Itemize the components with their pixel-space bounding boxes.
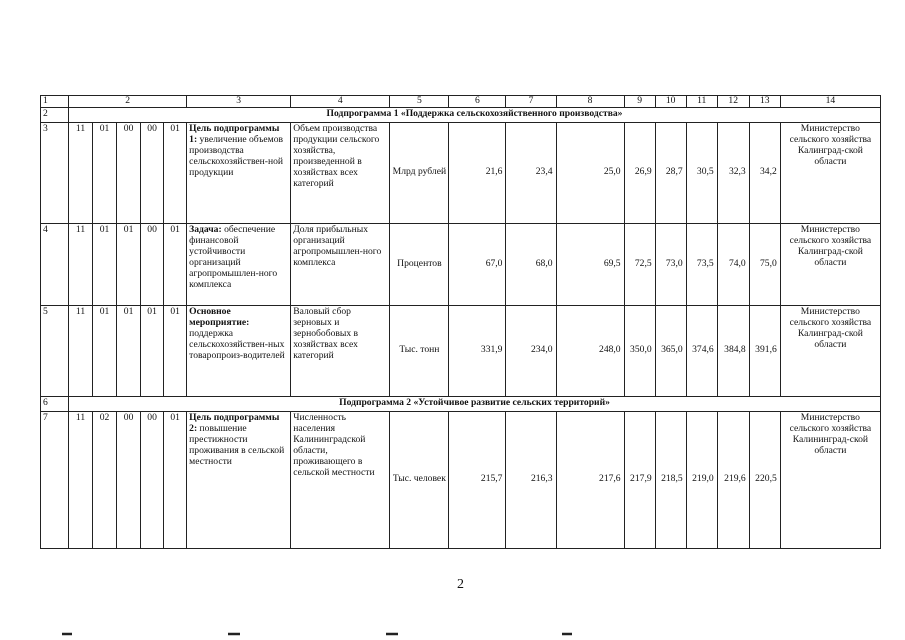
column-header: 3 (187, 96, 291, 108)
goal-cell (187, 122, 291, 223)
indicators-table (40, 95, 881, 549)
indicator-cell: Доля прибыльных организаций агропромышлен-ного комплекса (291, 223, 390, 305)
column-header: 14 (780, 96, 880, 108)
code-cell: 01 (164, 411, 187, 548)
indicator-cell: Численность населения Калининградской области, проживающего в сельской местности (291, 411, 390, 548)
value-cell: 219,0 (686, 411, 717, 548)
column-header: 4 (291, 96, 390, 108)
value-cell: 219,6 (717, 411, 749, 548)
column-header: 13 (749, 96, 780, 108)
goal-cell (187, 411, 291, 548)
column-header: 1 (41, 96, 69, 108)
column-header: 11 (686, 96, 717, 108)
unit-cell: Тыс. человек (390, 411, 449, 548)
goal-text: обеспечение финансовой устойчивости организаций агропромышлен-ного комплекса (189, 223, 278, 290)
table-row (41, 411, 881, 548)
value-cell: 248,0 (556, 305, 624, 396)
value-cell: 216,3 (506, 411, 556, 548)
value-cell: 384,8 (717, 305, 749, 396)
code-cell: 01 (93, 122, 117, 223)
value-cell: 331,9 (449, 305, 506, 396)
goal-title: Цель подпрограммы 2: (189, 411, 280, 434)
value-cell: 74,0 (717, 223, 749, 305)
code-cell: 11 (69, 411, 93, 548)
code-cell: 00 (117, 411, 141, 548)
column-header: 9 (624, 96, 655, 108)
goal-text: увеличение объемов производства сельскохозяйствен-ной продукции (189, 133, 284, 178)
value-cell: 350,0 (624, 305, 655, 396)
row-number: 3 (41, 122, 69, 223)
code-cell: 11 (69, 305, 93, 396)
subprogram-title: Подпрограмма 1 «Поддержка сельскохозяйственного производства» (69, 107, 881, 122)
value-cell: 28,7 (655, 122, 686, 223)
goal-cell (187, 305, 291, 396)
value-cell: 34,2 (749, 122, 780, 223)
row-number: 4 (41, 223, 69, 305)
value-cell: 73,5 (686, 223, 717, 305)
responsible-cell: Министерство сельского хозяйства Калинград-ской области (780, 223, 880, 305)
value-cell: 234,0 (506, 305, 556, 396)
row-number: 7 (41, 411, 69, 548)
code-cell: 01 (164, 122, 187, 223)
code-cell: 00 (117, 122, 141, 223)
column-header: 5 (390, 96, 449, 108)
subprogram-row (41, 396, 881, 411)
code-cell: 01 (93, 305, 117, 396)
code-cell: 01 (117, 223, 141, 305)
value-cell: 73,0 (655, 223, 686, 305)
goal-cell (187, 223, 291, 305)
value-cell: 25,0 (556, 122, 624, 223)
value-cell: 391,6 (749, 305, 780, 396)
value-cell: 26,9 (624, 122, 655, 223)
responsible-cell: Министерство сельского хозяйства Калинград-ской области (780, 122, 880, 223)
subprogram-title: Подпрограмма 2 «Устойчивое развитие сельских территорий» (69, 396, 881, 411)
goal-text: поддержка сельскохозяйствен-ных товаропроиз-водителей (189, 327, 285, 361)
code-cell: 02 (93, 411, 117, 548)
responsible-cell: Министерство сельского хозяйства Калинград-ской области (780, 305, 880, 396)
code-cell: 00 (141, 122, 164, 223)
indicator-cell: Валовый сбор зерновых и зернобобовых в хозяйствах всех категорий (291, 305, 390, 396)
code-cell: 01 (93, 223, 117, 305)
value-cell: 72,5 (624, 223, 655, 305)
value-cell: 30,5 (686, 122, 717, 223)
unit-cell: Процентов (390, 223, 449, 305)
code-cell: 11 (69, 122, 93, 223)
code-cell: 01 (117, 305, 141, 396)
row-number: 2 (41, 107, 69, 122)
column-header: 7 (506, 96, 556, 108)
responsible-cell: Министерство сельского хозяйства Калининград-ской области (780, 411, 880, 548)
code-cell: 11 (69, 223, 93, 305)
value-cell: 32,3 (717, 122, 749, 223)
goal-text: повышение престижности проживания в сельской местности (189, 422, 285, 467)
code-cell: 00 (141, 223, 164, 305)
unit-cell: Млрд рублей (390, 122, 449, 223)
value-cell: 217,9 (624, 411, 655, 548)
page-number: 2 (457, 577, 464, 592)
table-row (41, 122, 881, 223)
code-cell: 01 (164, 223, 187, 305)
value-cell: 218,5 (655, 411, 686, 548)
unit-cell: Тыс. тонн (390, 305, 449, 396)
value-cell: 75,0 (749, 223, 780, 305)
value-cell: 374,6 (686, 305, 717, 396)
table-row (41, 223, 881, 305)
indicator-cell: Объем производства продукции сельского хозяйства, произведенной в хозяйствах всех категорий (291, 122, 390, 223)
value-cell: 68,0 (506, 223, 556, 305)
value-cell: 365,0 (655, 305, 686, 396)
code-cell: 00 (141, 411, 164, 548)
column-header: 10 (655, 96, 686, 108)
value-cell: 21,6 (449, 122, 506, 223)
row-number: 5 (41, 305, 69, 396)
code-cell: 01 (164, 305, 187, 396)
value-cell: 220,5 (749, 411, 780, 548)
value-cell: 67,0 (449, 223, 506, 305)
goal-title: Задача: (189, 223, 222, 235)
goal-title: Основное мероприятие: (189, 305, 250, 328)
row-number: 6 (41, 396, 69, 411)
column-header: 12 (717, 96, 749, 108)
column-number-row (41, 96, 881, 108)
scan-artifacts (0, 628, 905, 640)
subprogram-row (41, 107, 881, 122)
table-row (41, 305, 881, 396)
column-header: 6 (449, 96, 506, 108)
code-cell: 01 (141, 305, 164, 396)
column-header: 8 (556, 96, 624, 108)
value-cell: 215,7 (449, 411, 506, 548)
column-header: 2 (69, 96, 187, 108)
goal-title: Цель подпрограммы 1: (189, 122, 280, 145)
value-cell: 23,4 (506, 122, 556, 223)
value-cell: 69,5 (556, 223, 624, 305)
value-cell: 217,6 (556, 411, 624, 548)
